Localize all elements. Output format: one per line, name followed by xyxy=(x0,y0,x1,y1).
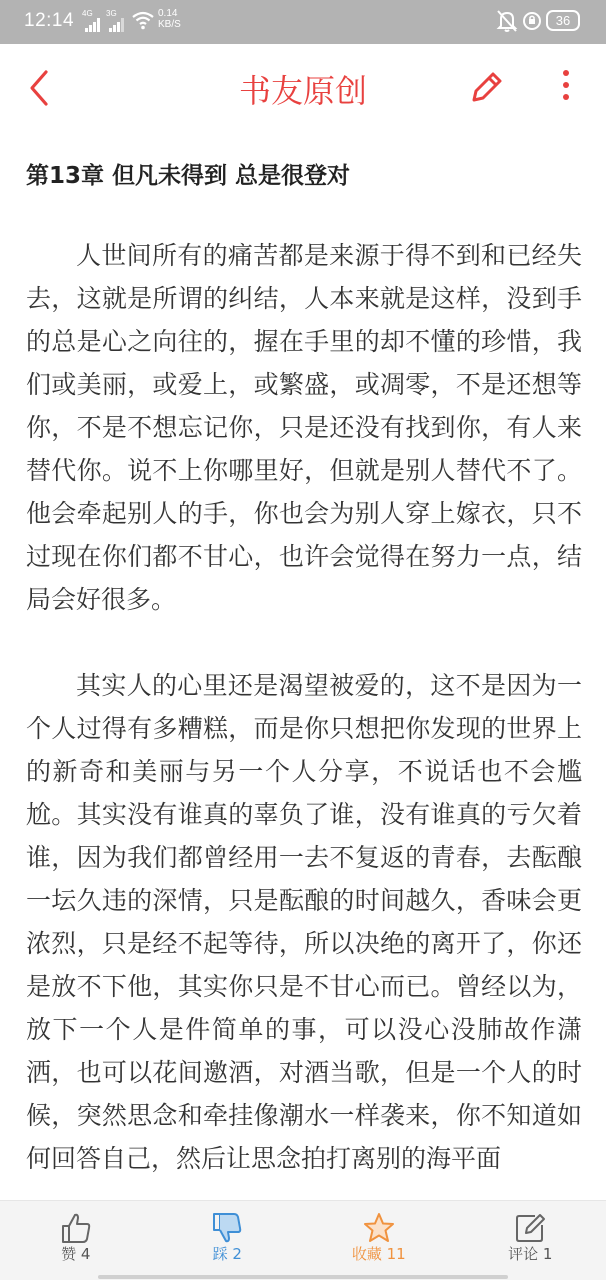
article-paragraph-2: 其实人的心里还是渴望被爱的，这不是因为一个人过得有多糟糕，而是你只想把你发现的世界上的新奇和美丽与另一个人分享，不说话也不会尴尬。其实没有谁真的辜负了谁，没有谁真的亏欠着谁，因为我们都曾经用一去不复返的青春，去酝酿一坛久违的深情，只是酝酿的时间越久，香味会更浓烈，只是经不起等待，所以决绝的离开了，你还是放不下他，其实你只是不甘心而已。曾经以为，放下一个人是件简单的事，可以没心没肺故作潇洒，也可以花间邀酒，对酒当歌，但是一个人的时候，突然思念和牵挂像潮水一样袭来，你不知道如何回答自己，然后让思念拍打离别的海平面 xyxy=(26,671,582,1173)
chapter-title: 第13章 但凡未得到 总是很登对 xyxy=(26,163,351,189)
network-speed xyxy=(158,8,181,30)
comment-button[interactable] xyxy=(455,1201,606,1280)
thumbs-up-icon xyxy=(59,1211,93,1245)
like-button[interactable] xyxy=(0,1201,152,1280)
bell-mute-icon xyxy=(496,9,518,33)
alarm-icon xyxy=(521,9,543,31)
comment-count-label: 评论 1 xyxy=(508,1245,553,1263)
like-count-label: 赞 4 xyxy=(61,1245,91,1263)
favorite-count-label: 收藏 11 xyxy=(351,1245,406,1263)
favorite-button[interactable] xyxy=(303,1201,455,1280)
speed-value: 0.14 xyxy=(158,8,178,19)
dislike-button[interactable] xyxy=(152,1201,304,1280)
bottom-action-bar xyxy=(0,1200,606,1280)
status-time: 12:14 xyxy=(24,10,75,31)
back-icon[interactable] xyxy=(22,66,62,110)
status-bar xyxy=(0,0,606,44)
article-paragraph-1: 人世间所有的痛苦都是来源于得不到和已经失去，这就是所谓的纠结，人本来就是这样，没到手的总是心之向往的，握在手里的却不懂的珍惜，我们或美丽，或爱上，或繁盛，或凋零，不是还想等你，不是不想忘记你，只是还没有找到你，有人来替代你。说不上你哪里好，但就是别人替代不了。他会牵起别人的手，你也会为别人穿上嫁衣，只不过现在你们都不甘心，也许会觉得在努力一点，结局会好很多。 xyxy=(26,241,582,614)
wifi-icon xyxy=(131,10,155,30)
star-icon xyxy=(362,1211,396,1245)
page-title: 书友原创 xyxy=(238,72,367,110)
nav-bar xyxy=(0,44,606,130)
dislike-count-label: 踩 2 xyxy=(212,1245,242,1263)
network-type-2: 3G xyxy=(106,9,117,18)
edit-pencil-icon[interactable] xyxy=(466,66,506,106)
battery-indicator: 36 xyxy=(546,10,580,31)
network-type-1: 4G xyxy=(82,9,93,18)
thumbs-down-icon xyxy=(210,1211,244,1245)
speed-unit: KB/S xyxy=(158,19,181,30)
comment-edit-icon xyxy=(513,1211,547,1245)
more-options-icon[interactable] xyxy=(552,66,580,106)
article-content[interactable] xyxy=(26,234,582,1200)
home-indicator xyxy=(98,1275,508,1279)
